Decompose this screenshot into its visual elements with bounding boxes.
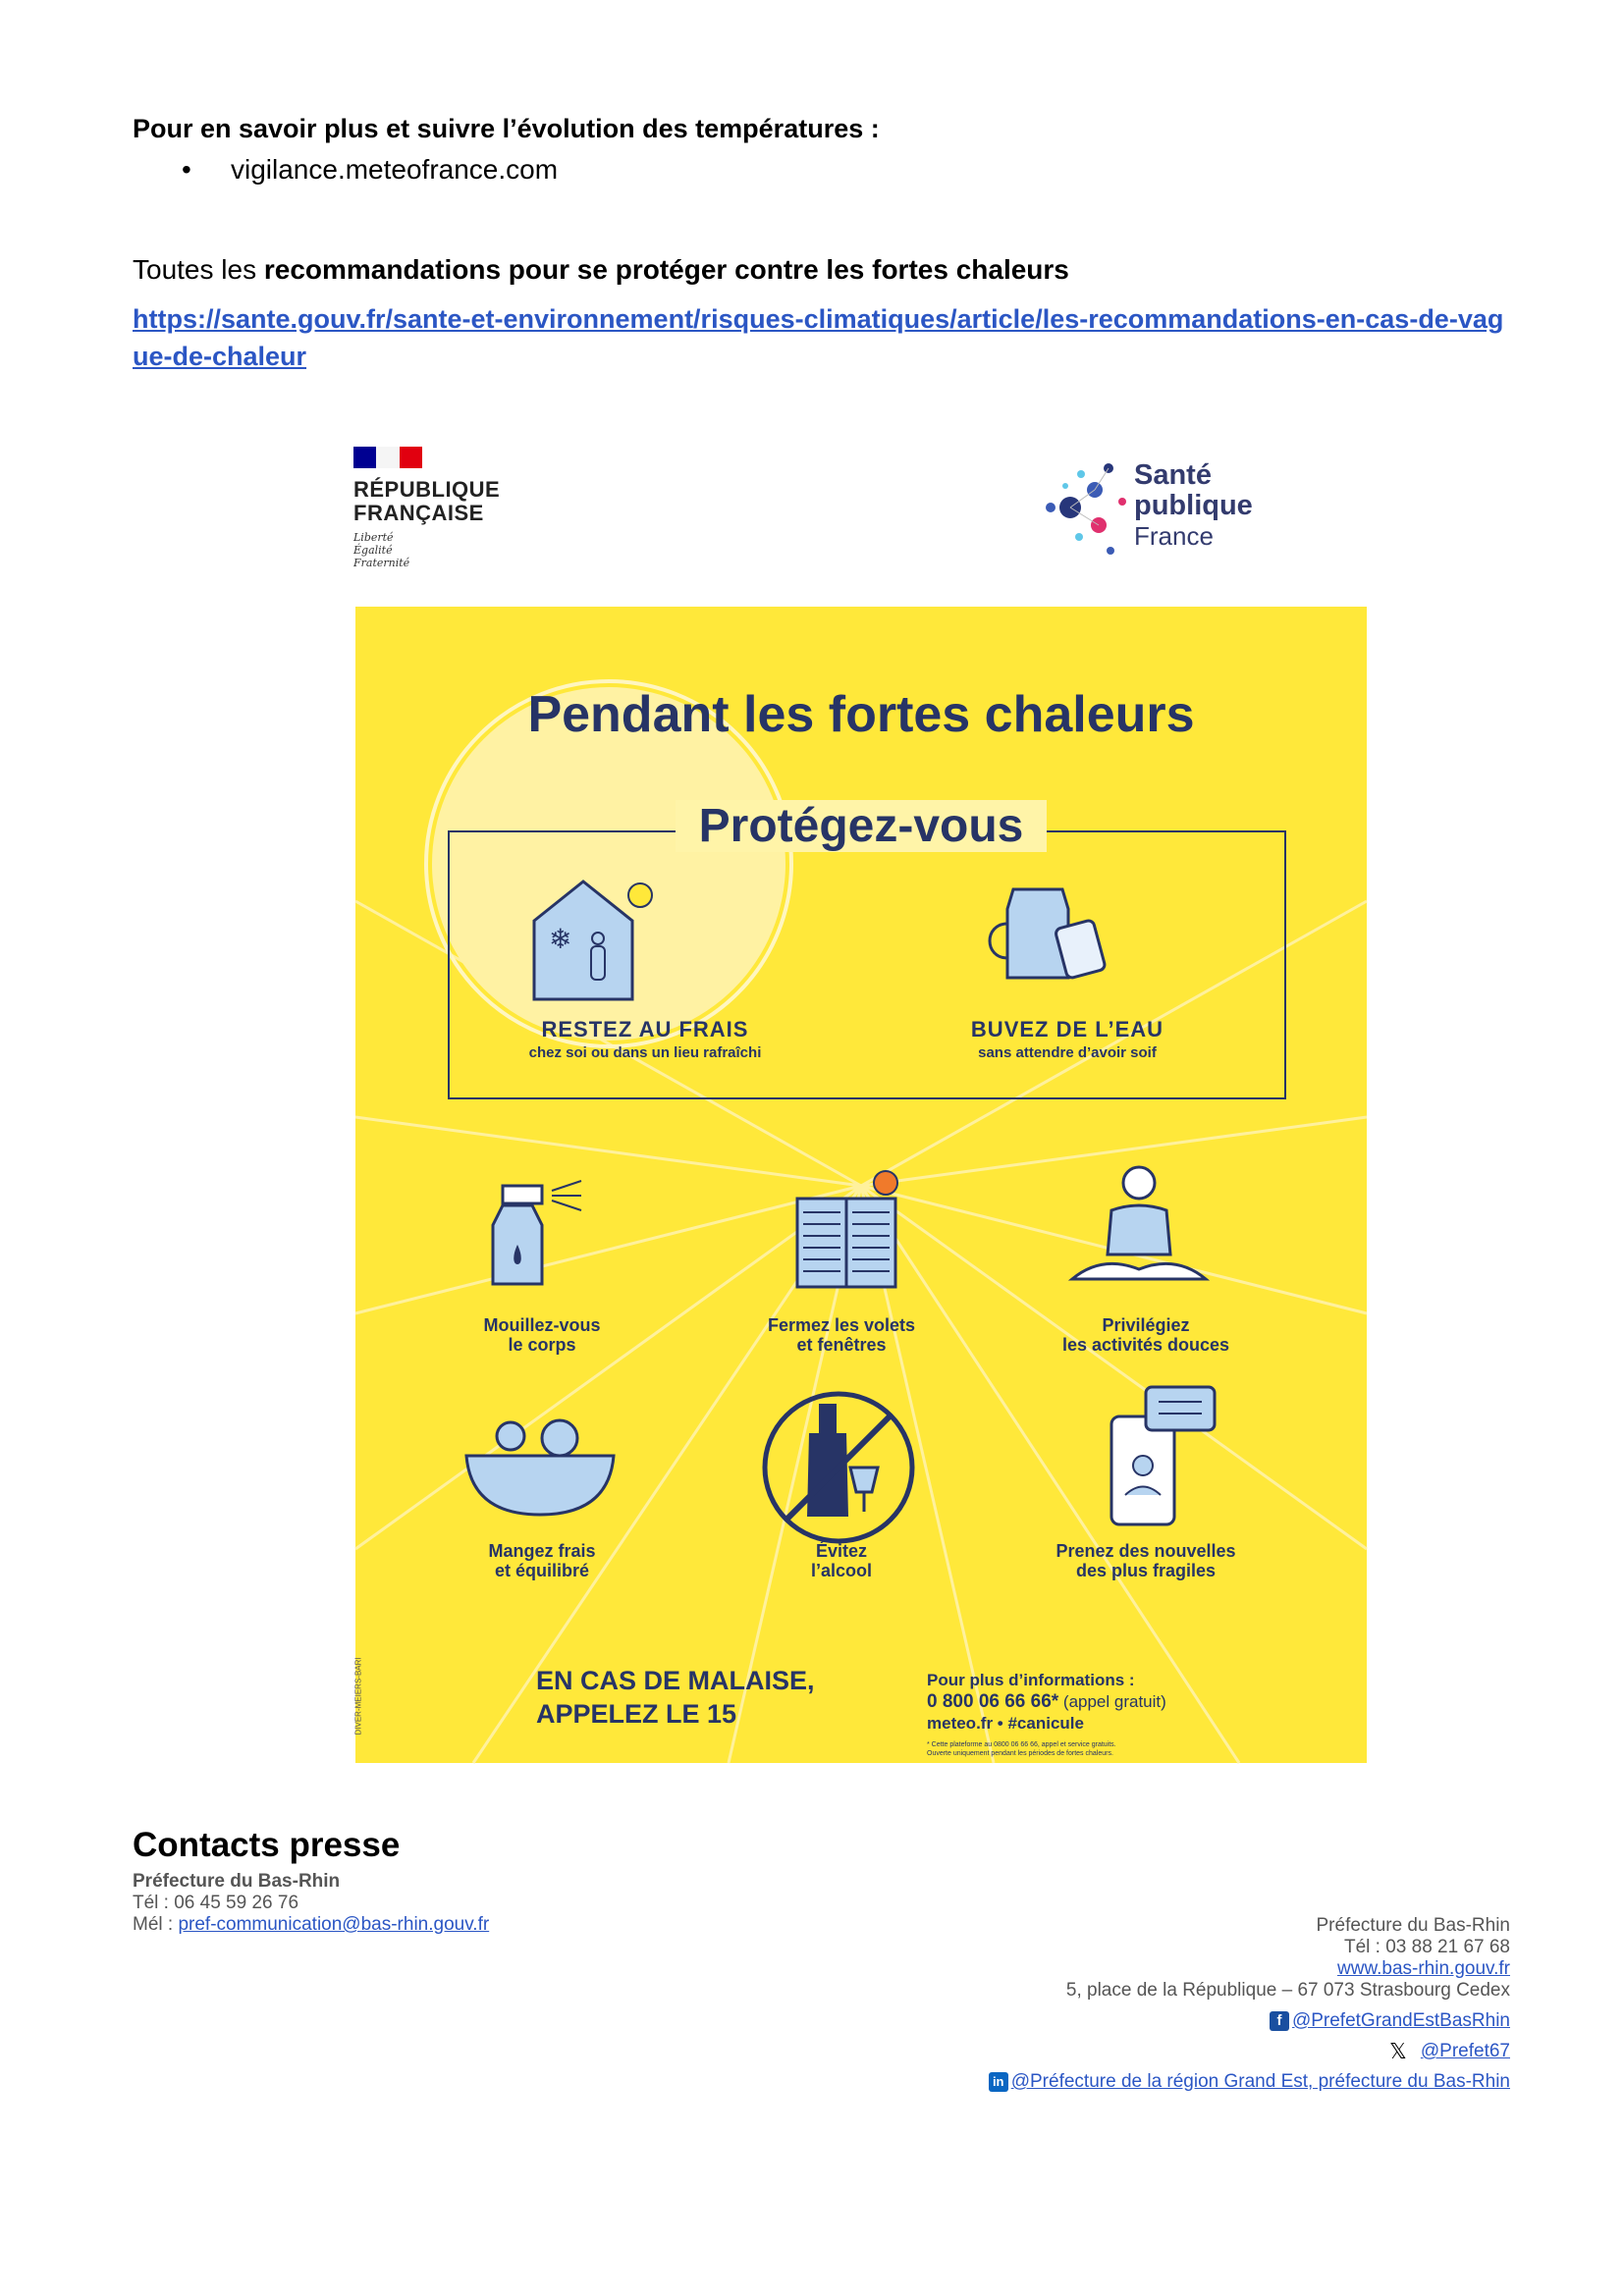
avoid-alcohol-l2: l’alcool: [810, 1561, 872, 1580]
no-alcohol-icon: [760, 1389, 917, 1546]
sante-publique-france-logo: [1036, 447, 1291, 574]
linkedin-link[interactable]: @Préfecture de la région Grand Est, préfecture du Bas-Rhin: [1010, 2071, 1510, 2092]
shutters-icon: [787, 1161, 925, 1289]
meteo-link-text: vigilance.meteofrance.com: [231, 154, 559, 185]
bullet-symbol: •: [182, 154, 191, 185]
reco-bold: recommandations pour se protéger contre les fortes chaleurs: [263, 254, 1069, 285]
gentle-activities-l2: les activités douces: [1061, 1335, 1230, 1355]
rf-motto3: Fraternité: [353, 557, 410, 569]
poster-subtitle-text: Protégez-vous: [676, 800, 1048, 852]
spf-dots-icon: [1036, 447, 1134, 574]
footer-tel: Tél : 03 88 21 67 68: [1343, 1937, 1510, 1957]
eat-fresh-label: [444, 1541, 640, 1580]
eat-fresh-l1: Mangez frais: [488, 1541, 596, 1561]
fine-print-l1: * Cette plateforme au 0800 06 66 66, appel et service gratuits.: [927, 1741, 1116, 1748]
svg-text:❄: ❄: [549, 923, 572, 955]
malaise-l1: EN CAS DE MALAISE,: [536, 1666, 815, 1695]
spf-line3: France: [1134, 521, 1214, 551]
meditation-icon: [1062, 1161, 1219, 1289]
reco-prefix: Toutes les: [133, 254, 264, 285]
gentle-activities-label: [1038, 1315, 1254, 1355]
check-fragile-label: [1028, 1541, 1264, 1580]
spf-line1: Santé: [1134, 459, 1212, 491]
avoid-alcohol-l1: Évitez: [815, 1541, 868, 1561]
press-org: Préfecture du Bas-Rhin: [133, 1871, 341, 1892]
rf-line1: RÉPUBLIQUE: [353, 477, 501, 502]
x-icon: 𝕏: [1389, 2039, 1407, 2063]
french-flag-icon: [353, 447, 422, 468]
footer-address: 5, place de la République – 67 073 Strasbourg Cedex: [1065, 1980, 1510, 2001]
press-tel: Tél : 06 45 59 26 76: [133, 1893, 299, 1913]
malaise-message: [536, 1664, 815, 1731]
press-mail-label: Mél :: [133, 1914, 179, 1935]
stay-cool-sub: chez soi ou dans un lieu rafraîchi: [528, 1044, 762, 1061]
check-fragile-l1: Prenez des nouvelles: [1056, 1541, 1236, 1561]
footer-website-link[interactable]: www.bas-rhin.gouv.fr: [1337, 1958, 1510, 1979]
linkedin-icon: in: [989, 2072, 1008, 2092]
wet-body-l1: Mouillez-vous: [483, 1315, 601, 1335]
contacts-title: Contacts presse: [133, 1826, 401, 1864]
spray-bottle-icon: [483, 1166, 611, 1294]
fine-print-l2: Ouverte uniquement pendant les périodes de fortes chaleurs.: [927, 1750, 1113, 1757]
temperature-heading: Pour en savoir plus et suivre l’évolution des températures :: [133, 114, 880, 143]
bullet-item: [182, 154, 558, 186]
rf-motto2: Égalité: [353, 544, 393, 557]
x-link[interactable]: @Prefet67: [1420, 2041, 1510, 2061]
close-shutters-l2: et fenêtres: [796, 1335, 887, 1355]
avoid-alcohol-label: [743, 1541, 940, 1580]
info-phone: 0 800 06 66 66*: [927, 1691, 1059, 1712]
wet-body-label: [444, 1315, 640, 1355]
recommendations-link[interactable]: https://sante.gouv.fr/sante-et-environnement/risques-climatiques/article/les-recommandations-en-cas-de-vague-de-chaleur: [133, 304, 1504, 371]
spf-line2: publique: [1134, 490, 1253, 521]
footer-org: Préfecture du Bas-Rhin: [1316, 1915, 1510, 1936]
malaise-l2: APPELEZ LE 15: [536, 1699, 737, 1729]
info-block: [927, 1670, 1166, 1758]
water-jug-icon: [984, 880, 1131, 997]
rf-line2: FRANÇAISE: [353, 501, 484, 525]
linkedin-row: [823, 2071, 1510, 2093]
rf-motto1: Liberté: [353, 531, 394, 544]
poster-title: Pendant les fortes chaleurs: [527, 686, 1195, 743]
heatwave-poster: [355, 607, 1367, 1763]
poster-side-code: DIVER-MEIERS-BARI: [353, 1657, 363, 1735]
stay-cool-title: RESTEZ AU FRAIS: [541, 1017, 749, 1041]
press-mail-link[interactable]: pref-communication@bas-rhin.gouv.fr: [178, 1914, 490, 1935]
republique-francaise-logo: [353, 447, 500, 569]
gentle-activities-l1: Privilégiez: [1102, 1315, 1190, 1335]
info-l3: meteo.fr • #canicule: [927, 1714, 1084, 1733]
drink-water-sub: sans attendre d’avoir soif: [978, 1044, 1157, 1061]
recommendations-line: [133, 254, 1069, 286]
check-fragile-l2: des plus fragiles: [1075, 1561, 1217, 1580]
facebook-link[interactable]: @PrefetGrandEstBasRhin: [1291, 2010, 1510, 2031]
prefecture-footer: [823, 1915, 1510, 2093]
close-shutters-label: [743, 1315, 940, 1355]
house-cool-icon: [524, 872, 672, 1009]
facebook-icon: f: [1270, 2011, 1289, 2031]
info-phone-note: (appel gratuit): [1058, 1692, 1166, 1711]
close-shutters-l1: Fermez les volets: [767, 1315, 916, 1335]
eat-fresh-l2: et équilibré: [494, 1561, 590, 1580]
drink-water-title: BUVEZ DE L’EAU: [970, 1017, 1164, 1041]
poster-subtitle: [355, 799, 1367, 853]
phone-call-icon: [1102, 1382, 1229, 1529]
press-contact-block: [133, 1871, 489, 1936]
wet-body-l2: le corps: [508, 1335, 576, 1355]
x-row: [823, 2041, 1510, 2062]
facebook-row: [823, 2010, 1510, 2032]
info-l1: Pour plus d’informations :: [927, 1671, 1135, 1689]
salad-bowl-icon: [461, 1407, 619, 1524]
